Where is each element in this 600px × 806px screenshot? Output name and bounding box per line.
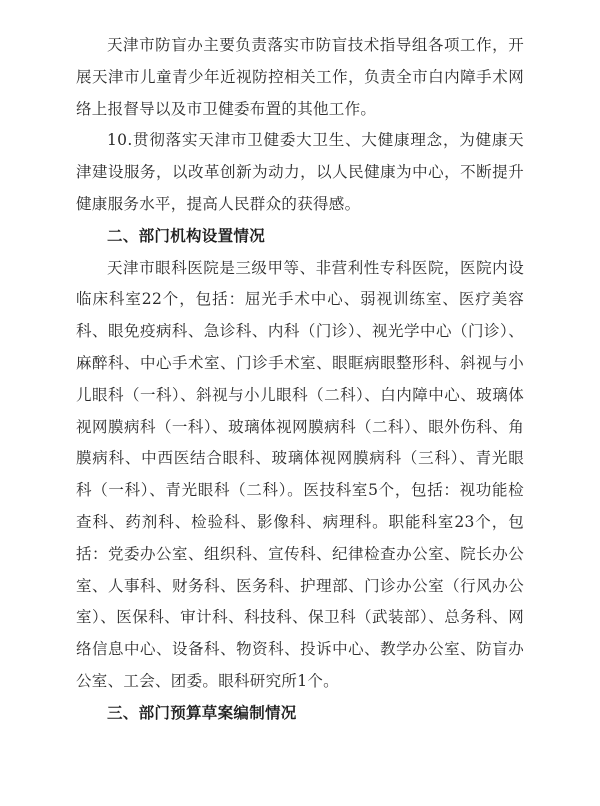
paragraph-section-2-body: 天津市眼科医院是三级甲等、非营利性专科医院，医院内设临床科室22个，包括：屈光手术中心、弱视训练室、医疗美容科、眼免疫病科、急诊科、内科（门诊）、视光学中心（门诊）、麻醉科、中心手术室、门诊手术室、眼眶病眼整形科、斜视与小儿眼科（一科）、斜视与小儿眼科（二科）、白内障中心、玻璃体视网膜病科（一科）、玻璃体视网膜病科（二科）、眼外伤科、角膜病科、中西医结合眼科、玻璃体视网膜病科（三科）、青光眼科（一科）、青光眼科（二科）。医技科室5个，包括：视功能检查科、药剂科、检验科、影像科、病理科。职能科室23个，包括：党委办公室、组织科、宣传科、纪律检查办公室、院长办公室、人事科、财务科、医务科、护理部、门诊办公室（行风办公室）、医保科、审计科、科技科、保卫科（武装部）、总务科、网络信息中心、设备科、物资科、投诉中心、教学办公室、防盲办公室、工会、团委。眼科研究所1个。 <box>76 258 524 690</box>
section-heading-3: 三、部门预算草案编制情况 <box>107 703 297 722</box>
paragraph-item-10: 10.贯彻落实天津市卫健委大卫生、大健康理念，为健康天津建设服务，以改革创新为动力，以人民健康为中心，不断提升健康服务水平，提高人民群众的获得感。 <box>76 131 524 213</box>
section-heading-2: 二、部门机构设置情况 <box>107 226 266 245</box>
paragraph-continuation: 天津市防盲办主要负责落实市防盲技术指导组各项工作，开展天津市儿童青少年近视防控相关工作，负责全市白内障手术网络上报督导以及市卫健委布置的其他工作。 <box>76 36 524 118</box>
